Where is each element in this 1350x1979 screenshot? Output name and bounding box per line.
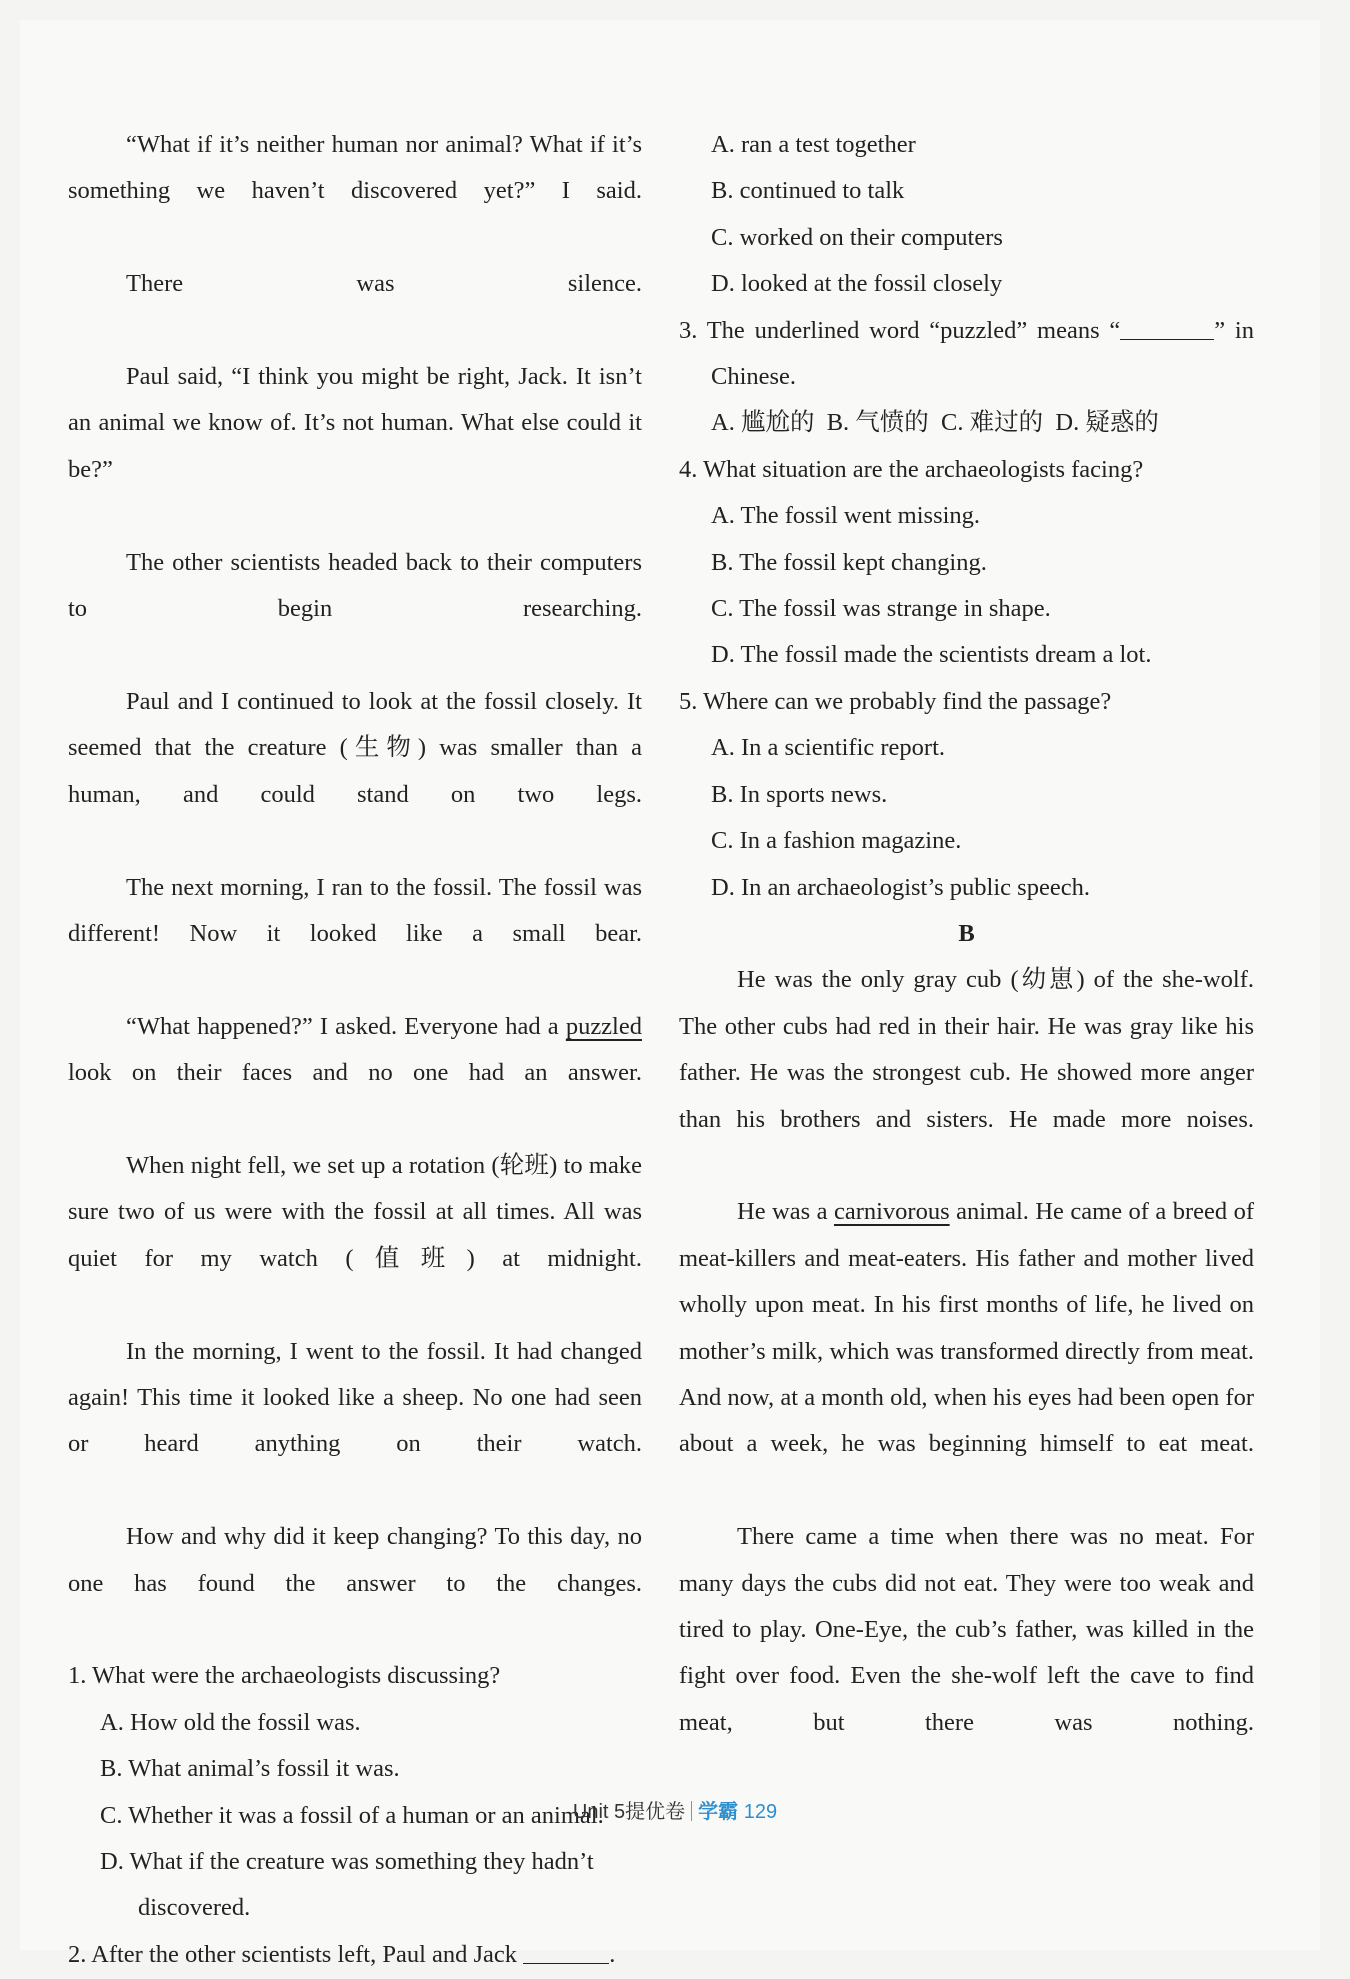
option-row: A. 尴尬的 B. 气愤的 C. 难过的 D. 疑惑的	[711, 409, 1159, 437]
option: D. looked at the fossil closely	[711, 270, 1003, 298]
paragraph: “What if it’s neither human nor animal? What if it’s something we haven’t discovered yet?” I said.	[68, 131, 642, 205]
page-number: 129	[743, 1801, 778, 1823]
option: A. How old the fossil was.	[100, 1708, 361, 1736]
paragraph: He was the only gray cub (幼崽) of the she-wolf. The other cubs had red in their hair. He was gray like his father. He was the strongest cub. He showed more anger than his brothers and sisters. He made more noises.	[679, 966, 1254, 1133]
question-3	[679, 308, 1254, 401]
text: He was a	[737, 1198, 828, 1226]
text: look on their faces and no one had an answer.	[68, 1059, 642, 1087]
paragraph: There was silence.	[126, 270, 642, 298]
right-column	[679, 122, 1254, 1793]
option: B. The fossil kept changing.	[711, 548, 987, 576]
paragraph: The other scientists headed back to their computers to begin researching.	[68, 548, 642, 623]
option: D. The fossil made the scientists dream a lot.	[711, 641, 1152, 669]
option: C. worked on their computers	[711, 223, 1003, 251]
text: ” in Chinese.	[711, 316, 1254, 391]
paragraph: The next morning, I ran to the fossil. The fossil was different! Now it looked like a small bear.	[68, 873, 642, 947]
option: B. continued to talk	[711, 177, 905, 205]
text: .	[609, 1940, 616, 1968]
paragraph: Paul and I continued to look at the fossil closely. It seemed that the creature (生物) was smaller than a human, and could stand on two legs.	[68, 687, 642, 808]
underlined-word: puzzled	[565, 1012, 642, 1040]
paragraph: In the morning, I went to the fossil. It had changed again! This time it looked like a sheep. No one had seen or heard anything on their watch.	[68, 1337, 642, 1458]
text: animal. He came of a breed of meat-killers and meat-eaters. His father and mother lived wholly upon meat. In his first months of life, he lived on mother’s milk, which was transformed directly from meat. And now, at a month old, when his eyes had been open for about a week, he was beginning himself to eat meat.	[679, 1198, 1255, 1458]
option: A. In a scientific report.	[711, 734, 946, 762]
unit-label: Unit 5提优卷	[572, 1801, 686, 1823]
paragraph: How and why did it keep changing? To this day, no one has found the answer to the changes.	[68, 1523, 642, 1597]
brand-label: 学霸	[698, 1801, 739, 1823]
page-footer	[0, 1795, 1350, 1824]
option: C. The fossil was strange in shape.	[711, 595, 1051, 623]
text: 3. The underlined word “puzzled” means “	[679, 316, 1121, 344]
answer-blank[interactable]	[523, 1939, 609, 1964]
option: D. What if the creature was something they hadn’t discovered.	[100, 1848, 594, 1922]
option: D. In an archaeologist’s public speech.	[711, 873, 1090, 901]
text: 2. After the other scientists left, Paul and Jack	[68, 1940, 518, 1968]
text: “What happened?” I asked. Everyone had a	[126, 1012, 559, 1040]
section-heading: B	[958, 919, 975, 947]
paragraph: There came a time when there was no meat. For many days the cubs did not eat. They were too weak and tired to play. One-Eye, the cub’s father, was killed in the fight over food. Even the she-wolf left the cave to find meat, but there was nothing.	[679, 1523, 1254, 1736]
left-column	[68, 122, 642, 1978]
question-2	[68, 1932, 642, 1978]
answer-blank[interactable]	[1120, 315, 1214, 340]
question-5: 5. Where can we probably find the passage?	[679, 687, 1112, 715]
paragraph: When night fell, we set up a rotation (轮班) to make sure two of us were with the fossil at all times. All was quiet for my watch (值班) at midnight.	[68, 1151, 642, 1272]
option: B. In sports news.	[711, 780, 888, 808]
paragraph	[68, 1004, 642, 1143]
option: B. What animal’s fossil it was.	[100, 1755, 400, 1783]
paragraph	[679, 1189, 1254, 1514]
underlined-word: carnivorous	[833, 1198, 950, 1226]
option: C. Whether it was a fossil of a human or an animal.	[100, 1801, 604, 1829]
option: A. ran a test together	[711, 131, 916, 158]
option: C. In a fashion magazine.	[711, 827, 962, 855]
option: A. The fossil went missing.	[711, 502, 981, 530]
divider	[691, 1801, 692, 1821]
question-1: 1. What were the archaeologists discussing?	[68, 1662, 501, 1690]
paragraph: Paul said, “I think you might be right, Jack. It isn’t an animal we know of. It’s not human. What else could it be?”	[68, 363, 642, 483]
question-4: 4. What situation are the archaeologists facing?	[679, 455, 1144, 483]
